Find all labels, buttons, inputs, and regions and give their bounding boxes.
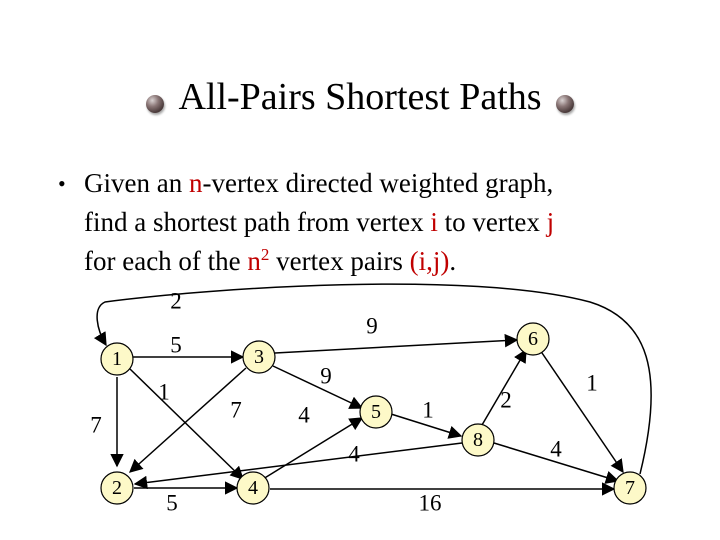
node-8 [462, 424, 494, 456]
text-segment: -vertex directed weighted graph, [202, 168, 554, 198]
text-segment: find a shortest path from vertex [84, 207, 431, 237]
weight-2-4: 5 [166, 490, 178, 516]
weight-1-4: 7 [230, 397, 242, 423]
node-label: 7 [625, 477, 635, 499]
node-5 [360, 396, 392, 428]
graph-nodes [101, 323, 646, 504]
highlight-i: i [430, 207, 438, 237]
weight-1-2: 7 [90, 412, 102, 438]
weight-4-5: 4 [298, 402, 310, 428]
edge-3-5 [273, 363, 362, 408]
highlight-n: n [188, 168, 203, 198]
node-label: 6 [528, 328, 538, 350]
highlight-j: j [546, 207, 555, 237]
text-segment: vertex pairs [269, 246, 410, 276]
node-label: 4 [248, 477, 258, 499]
weight-4-7: 16 [418, 490, 442, 516]
node-label: 8 [473, 429, 483, 451]
highlight-pair: (i,j) [409, 246, 450, 276]
bullet-dot-icon: • [58, 171, 66, 196]
node-label: 3 [254, 346, 264, 368]
node-3 [243, 341, 275, 373]
weight-8-2: 4 [348, 441, 360, 467]
text-segment: for each of the [84, 246, 248, 276]
weight-7-1: 2 [170, 288, 182, 314]
text-segment: to vertex [437, 207, 547, 237]
edge-4-5 [263, 418, 362, 479]
node-6 [517, 323, 549, 355]
node-4 [237, 472, 269, 504]
node-2 [101, 472, 133, 504]
text-segment: . [449, 246, 457, 276]
edge-weights [90, 289, 598, 516]
node-7 [614, 472, 646, 504]
weight-1-3: 5 [170, 332, 182, 358]
weight-8-6: 2 [500, 387, 512, 413]
node-label: 2 [112, 477, 122, 499]
node-label: 1 [112, 348, 122, 370]
edge-8-2 [135, 443, 462, 484]
weight-3-5: 9 [320, 363, 332, 389]
slide-title: All-Pairs Shortest Paths [178, 76, 542, 118]
node-1 [101, 343, 133, 375]
edge-3-6 [275, 340, 517, 353]
superscript-2: 2 [260, 245, 270, 264]
node-label: 5 [371, 401, 381, 423]
weight-3-6: 9 [366, 313, 378, 339]
edge-3-2 [130, 368, 246, 472]
weight-6-7: 1 [586, 370, 598, 396]
weight-5-8: 1 [422, 397, 434, 423]
text-segment: Given an [84, 168, 189, 198]
weight-3-2: 1 [158, 379, 170, 405]
weight-8-7: 4 [550, 436, 562, 462]
highlight-n-base: n [247, 246, 261, 276]
